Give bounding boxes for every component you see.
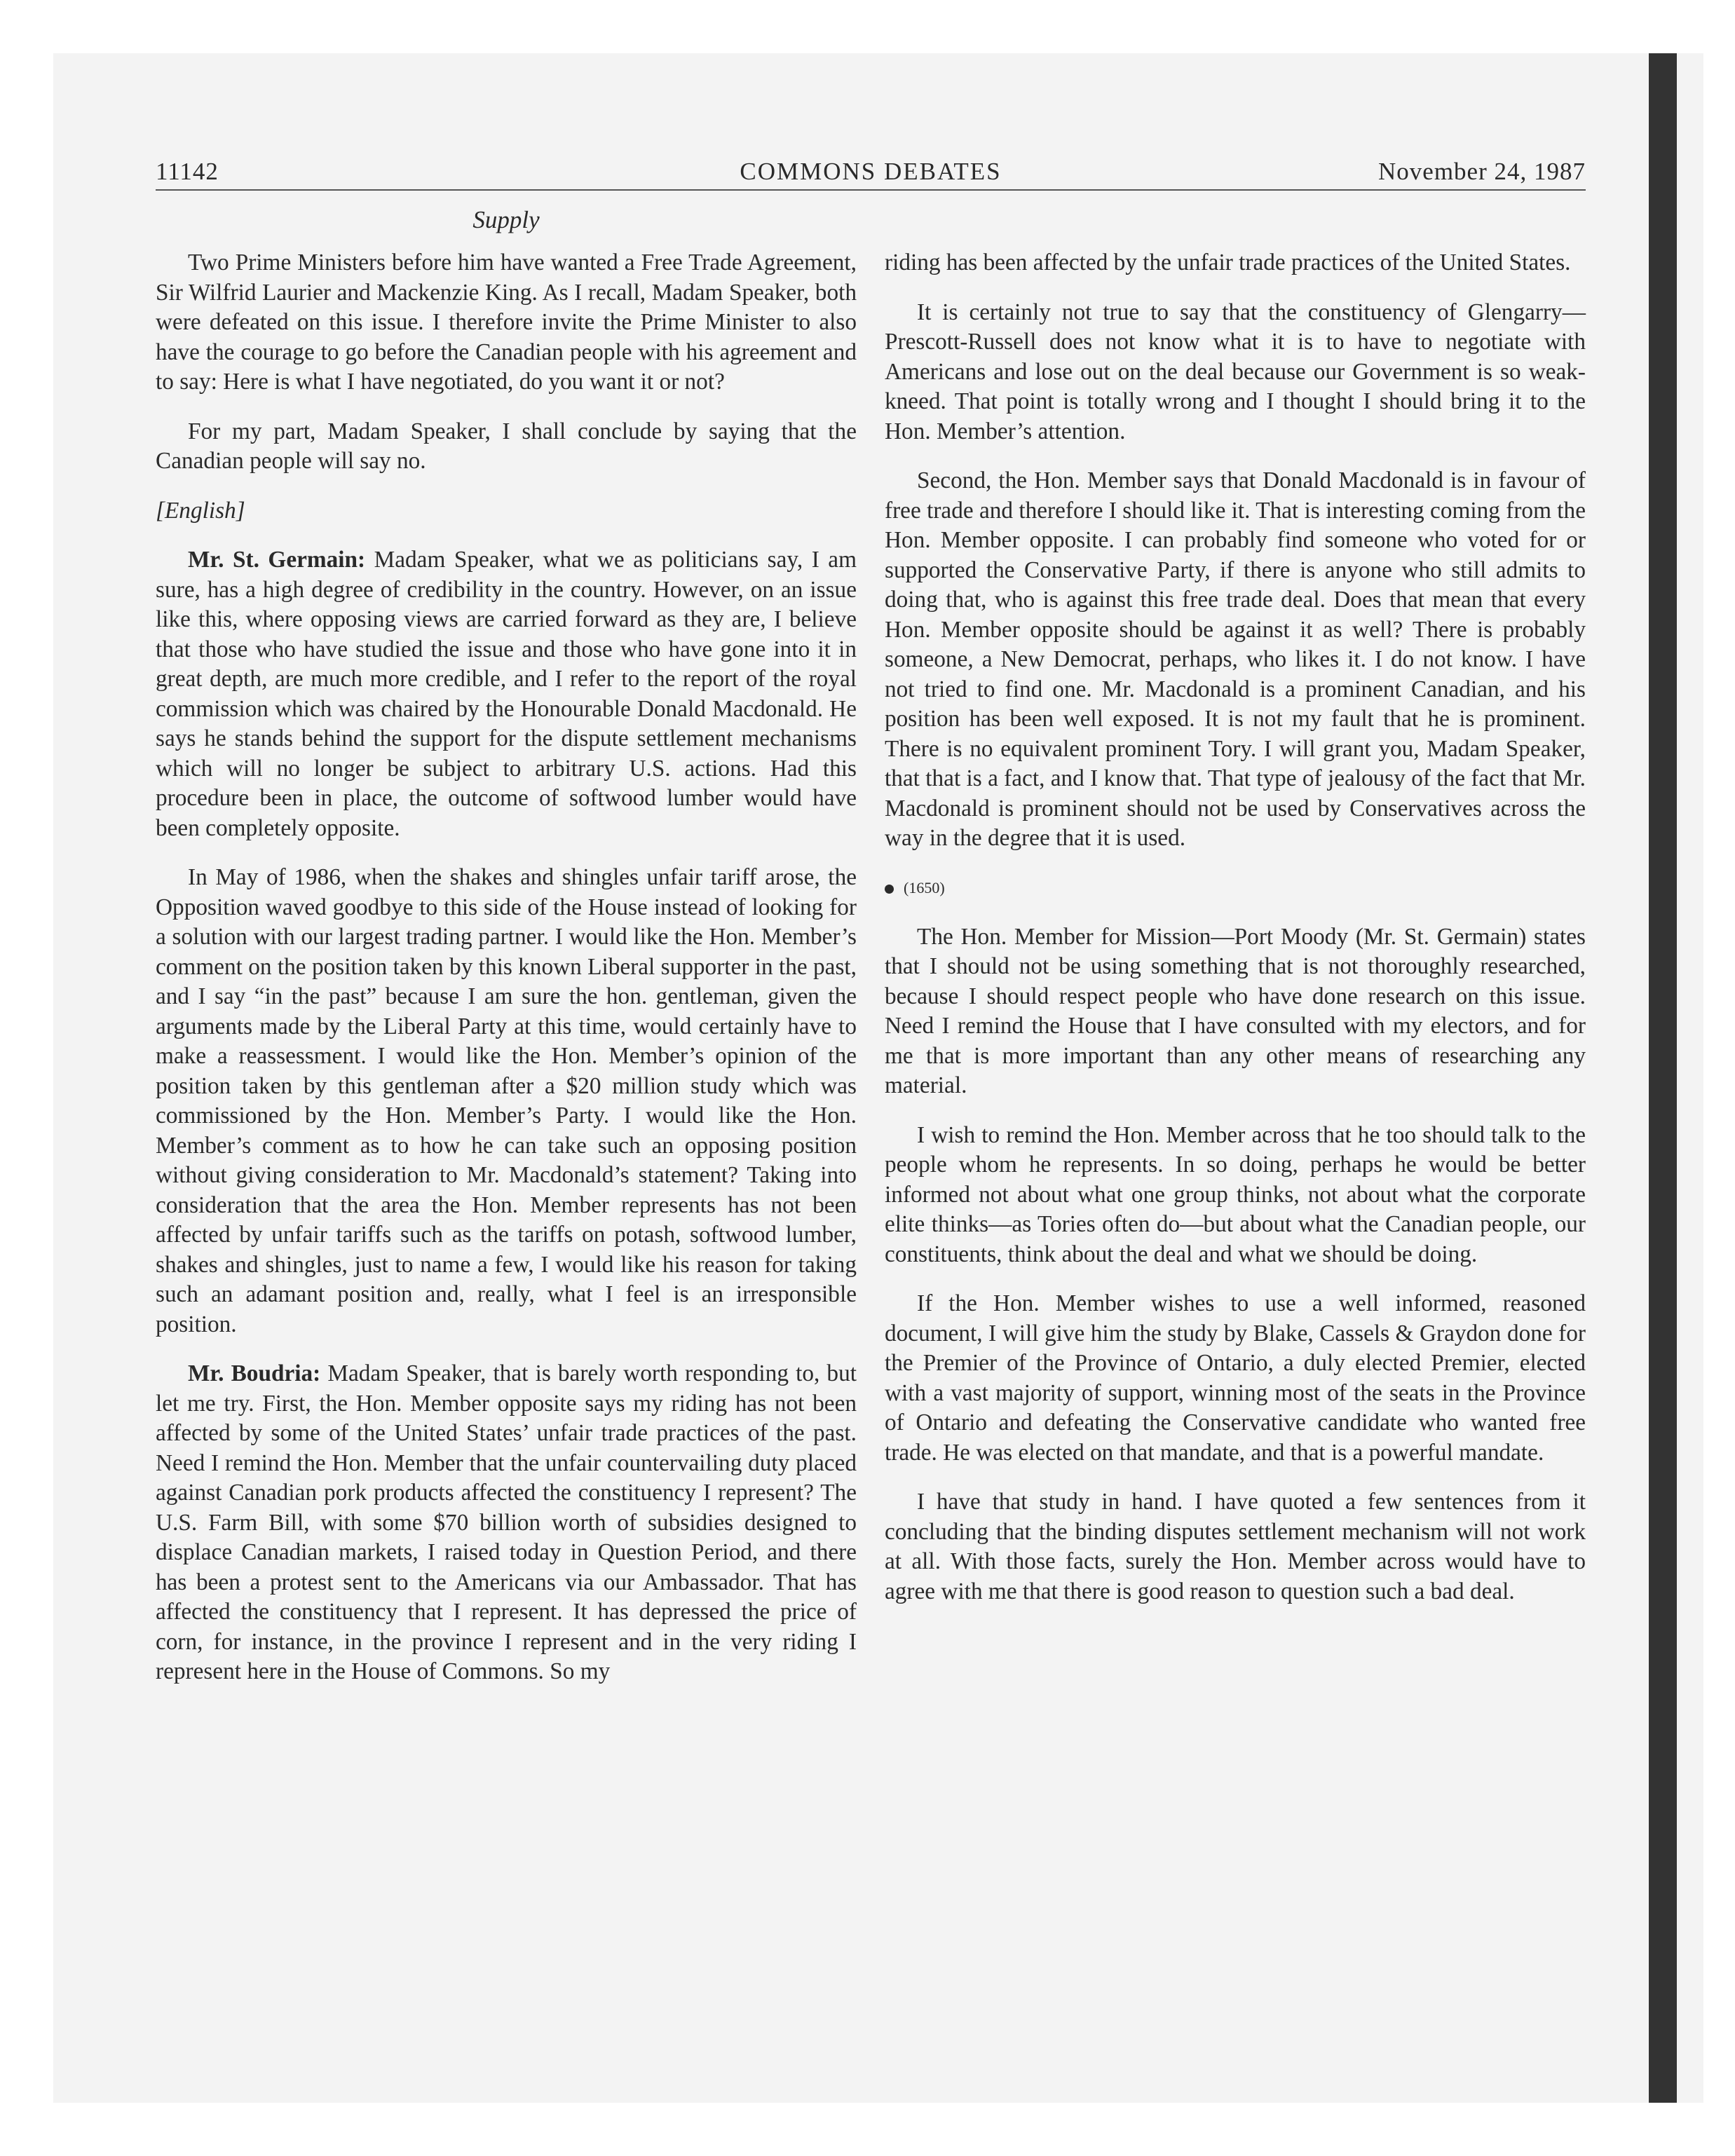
time-marker [885, 873, 1586, 903]
paragraph: If the Hon. Member wishes to use a well informed, reasoned document, I will give him the study by Blake, Cassels & Graydon done for the Premier of the Province of Ontario, a duly elected Premier, elected with a vast majority of support, winning most of the seats in the Province of Ontario and defeating the Conservative candidate who wanted free trade. He was elected on that mandate, and that is a powerful mandate. [885, 1290, 1586, 1466]
paragraph: For my part, Madam Speaker, I shall conclude by saying that the Canadian people will say no. [156, 418, 857, 474]
scan-edge-shadow [1649, 53, 1677, 2103]
page-header [156, 154, 1586, 191]
page-number: 11142 [156, 158, 219, 185]
language-marker: [English] [156, 497, 245, 524]
paragraph: In May of 1986, when the shakes and shingles unfair tariff arose, the Opposition waved goodbye to this side of the House instead of looking for a solution with our largest trading partner. I would like the Hon. Member’s comment on the position taken by this known Liberal supporter in the past, and I say “in the past” because I am sure the hon. gentleman, given the arguments made by the Liberal Party at this time, would certainly have to make a reassessment. I would like the Hon. Member’s opinion of the position taken by this gentleman after a $20 million study which was commissioned by the Hon. Member’s Party. I would like the Hon. Member’s comment as to how he can take such an opposing position without giving consideration to Mr. Macdonald’s statement? Taking into consideration that the area the Hon. Member represents has not been affected by unfair tariffs such as the tariffs on potash, softwood lumber, shakes and shingles, just to name a few, I would like his reason for taking such an adamant position and, really, what I feel is an irresponsible position. [156, 864, 857, 1337]
paragraph: I wish to remind the Hon. Member across that he too should talk to the people whom he represents. In so doing, perhaps he would be better informed not about what one group thinks, not about what the corporate elite thinks—as Tories often do—but about what the Canadian people, our constituents, think about the deal and what we should be doing. [885, 1121, 1586, 1267]
paragraph: Second, the Hon. Member says that Donald Macdonald is in favour of free trade and therefore I should like it. That is interesting coming from the Hon. Member opposite. I can probably find someone who voted for or supported the Conservative Party, if there is anyone who still admits to doing that, who is against this free trade deal. Does that mean that every Hon. Member opposite should be against it as well? There is probably someone, a New Democrat, perhaps, who likes it. I do not know. I have not tried to find one. Mr. Macdonald is a prominent Canadian, and his position has been well exposed. It is not my fault that he is prominent. There is no equivalent prominent Tory. I will grant you, Madam Speaker, that that is a fact, and I know that. That type of jealousy of the fact that Mr. Macdonald is prominent should not be used by Conservatives across the way in the degree that it is used. [885, 468, 1586, 851]
section-title: Supply [472, 206, 540, 233]
right-column [885, 248, 1586, 1626]
paragraph: It is certainly not true to say that the constituency of Glengarry—Prescott-Russell does not know what it is to have to negotiate with Americans and lose out on the deal because our Government is so weak-kneed. That point is totally wrong and I thought I should bring it to the Hon. Member’s attention. [885, 299, 1586, 444]
speech-paragraph [156, 1359, 857, 1687]
speaker-name: Mr. St. Germain: [188, 547, 366, 573]
paragraph: Two Prime Ministers before him have wanted a Free Trade Agreement, Sir Wilfrid Laurier and Mackenzie King. As I recall, Madam Speaker, both were defeated on this issue. I therefore invite the Prime Minister to also have the courage to go before the Canadian people with his agreement and to say: Here is what I have negotiated, do you want it or not? [156, 250, 857, 395]
publication-title: COMMONS DEBATES [740, 158, 1002, 185]
speech-paragraph [156, 545, 857, 843]
paragraph: riding has been affected by the unfair trade practices of the United States. [885, 250, 1571, 275]
paragraph: The Hon. Member for Mission—Port Moody (Mr. St. Germain) states that I should not be using something that is not thoroughly researched, because I should respect people who have done research on this issue. Need I remind the House that I have consulted with my electors, and for me that is more important than any other means of researching any material. [885, 923, 1586, 1098]
paragraph: I have that study in hand. I have quoted a few sentences from it concluding that the binding disputes settlement mechanism will not work at all. With those facts, surely the Hon. Member across would have to agree with me that there is good reason to question such a bad deal. [885, 1489, 1586, 1604]
left-column [156, 248, 857, 1707]
time-marker-label: (1650) [904, 878, 945, 896]
speech-text: Madam Speaker, that is barely worth responding to, but let me try. First, the Hon. Member opposite says my riding has not been affected by some of the United States’ unfair trade practices of the past. Need I remind the Hon. Member that the unfair countervailing duty placed against Canadian pork products affected the constituency I represent? The U.S. Farm Bill, with some $70 billion worth of subsidies designed to displace Canadian markets, I raised today in Question Period, and there has been a protest sent to the Americans via our Ambassador. That has affected the constituency that I represent. It has depressed the price of corn, for instance, in the province I represent and in the very riding I represent here in the House of Commons. So my [156, 1360, 857, 1684]
publication-date: November 24, 1987 [1378, 158, 1586, 185]
speaker-name: Mr. Boudria: [188, 1360, 321, 1386]
bullet-icon [885, 885, 894, 894]
speech-text: Madam Speaker, what we as politicians say, I am sure, has a high degree of credibility in the country. However, on an issue like this, where opposing views are carried forward as they are, I believe that those who have studied the issue and those who have gone into it in great depth, are much more credible, and I refer to the report of the royal commission which was chaired by the Honourable Donald Macdonald. He says he stands behind the support for the dispute settlement mechanisms which will no longer be subject to arbitrary U.S. actions. Had this procedure been in place, the outcome of softwood lumber would have been completely opposite. [156, 547, 857, 841]
